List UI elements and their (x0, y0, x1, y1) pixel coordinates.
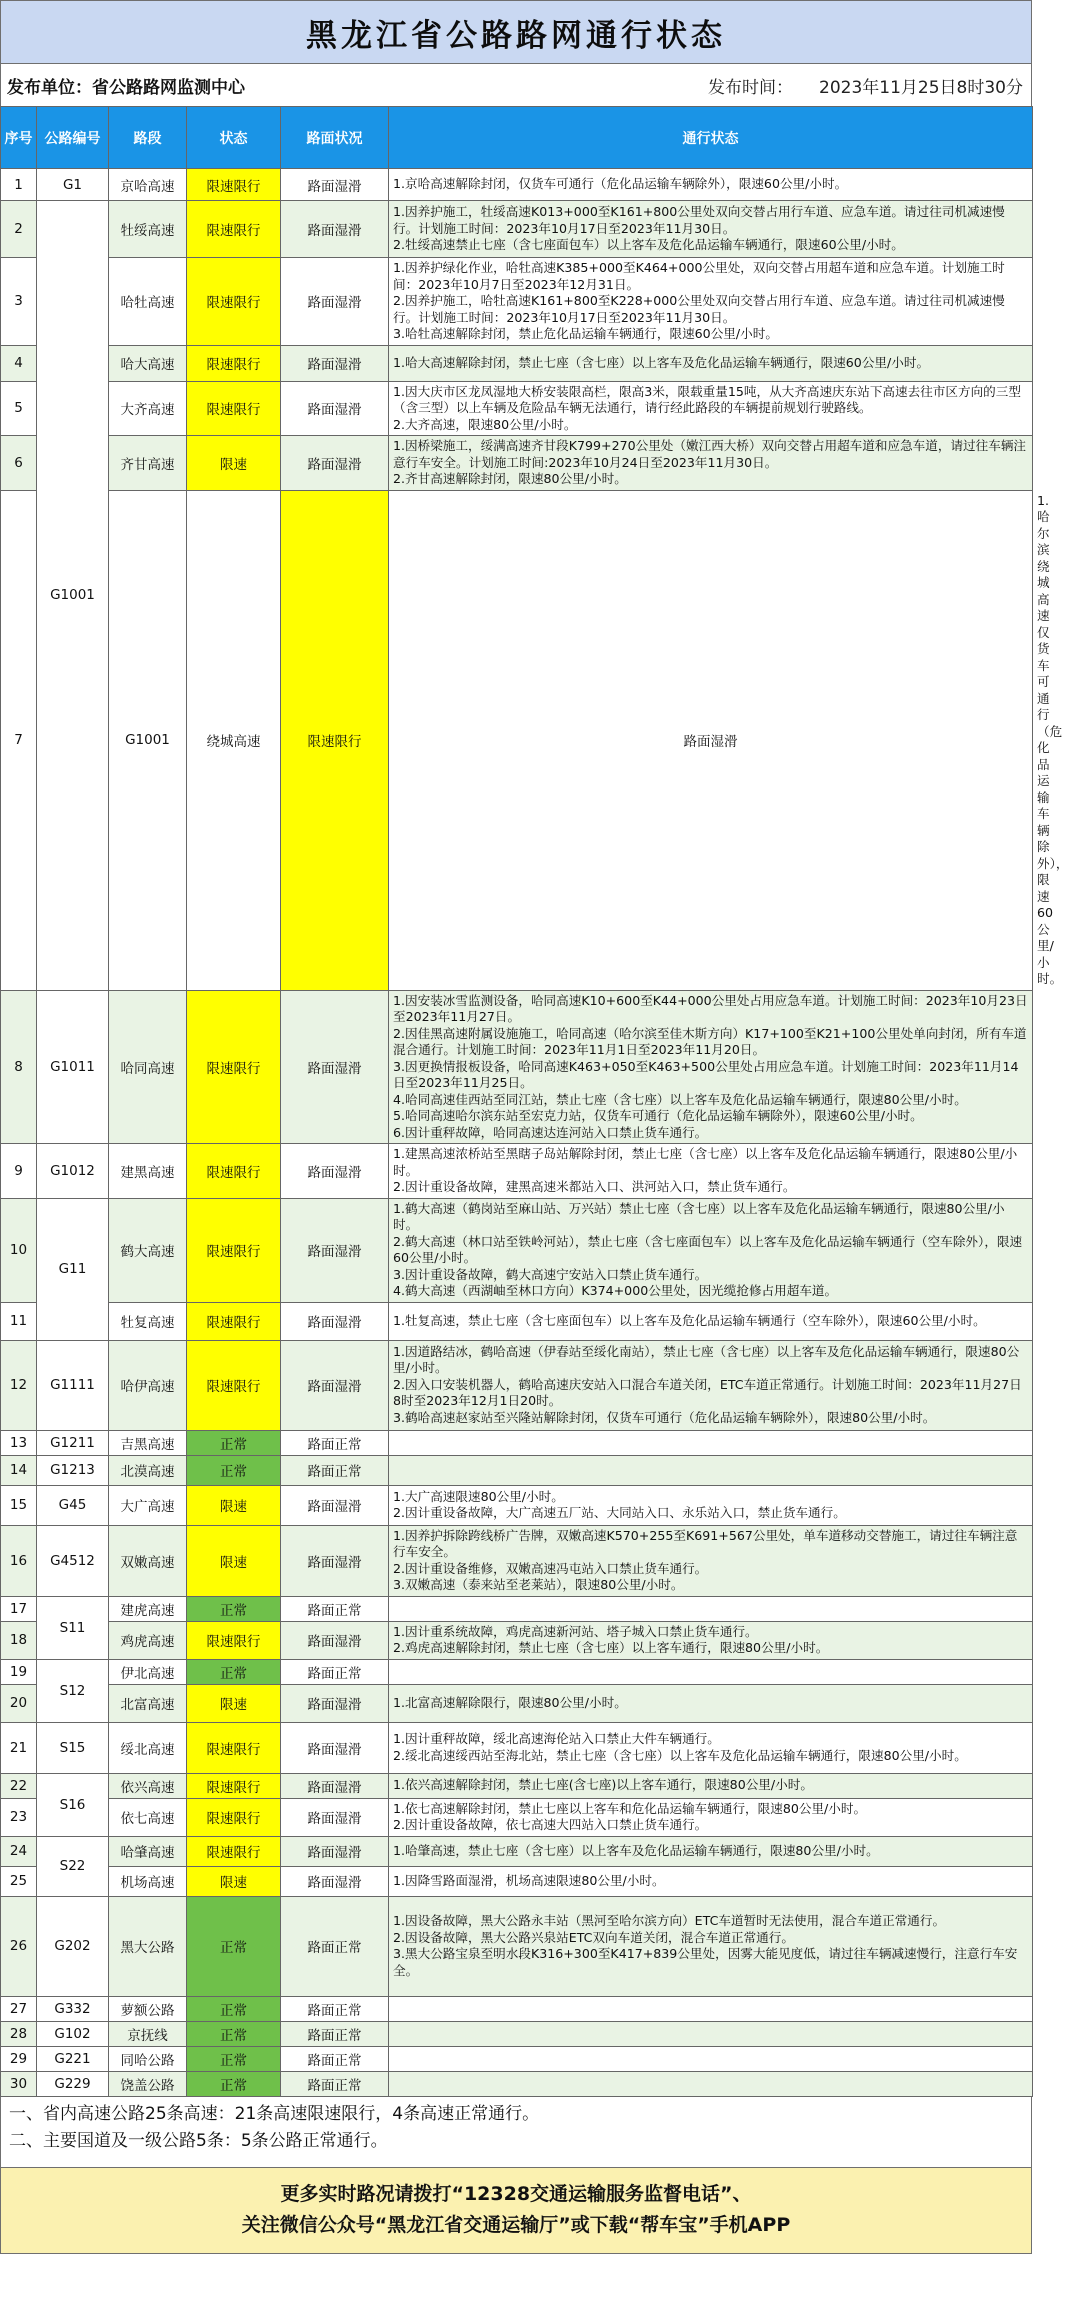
row-number: 15 (1, 1485, 37, 1525)
surface-condition: 路面湿滑 (281, 1621, 389, 1659)
surface-condition: 路面湿滑 (389, 490, 1033, 990)
road-segment: 绕城高速 (187, 490, 281, 990)
road-segment: 饶盖公路 (109, 2071, 187, 2096)
row-number: 27 (1, 1996, 37, 2021)
publish-time (708, 73, 1023, 98)
road-code: G4512 (37, 1525, 109, 1596)
table-row (1, 1455, 1033, 1485)
row-number: 20 (1, 1684, 37, 1722)
surface-condition: 路面湿滑 (281, 258, 389, 346)
road-segment: 哈肇高速 (109, 1836, 187, 1866)
traffic-detail: 1.大广高速限速80公里/小时。 2.因计重设备故障，大广高速五厂站、大同站入口、永乐站入口，禁止货车通行。 (389, 1485, 1033, 1525)
row-number: 30 (1, 2071, 37, 2096)
road-code: G332 (37, 1996, 109, 2021)
status-badge: 正常 (187, 1659, 281, 1684)
traffic-detail: 1.因大庆市区龙凤湿地大桥安装限高栏，限高3米，限载重量15吨，从大齐高速庆东站下高速去往市区方向的三型（含三型）以上车辆及危险品车辆无法通行，请行经此路段的车辆提前规划行驶路线。 2.大齐高速，限速80公里/小时。 (389, 381, 1033, 436)
status-badge: 限速限行 (187, 201, 281, 258)
row-number: 23 (1, 1798, 37, 1836)
surface-condition: 路面湿滑 (281, 1198, 389, 1302)
table-row (1, 2021, 1033, 2046)
row-number: 7 (1, 490, 37, 990)
table-row (1, 1302, 1033, 1340)
row-number: 1 (1, 169, 37, 201)
road-segment: 鹤大高速 (109, 1198, 187, 1302)
row-number: 21 (1, 1722, 37, 1773)
table-row (1, 1430, 1033, 1455)
surface-condition: 路面湿滑 (281, 1525, 389, 1596)
road-segment: 同哈公路 (109, 2046, 187, 2071)
table-row (1, 1596, 1033, 1621)
road-segment: 建黑高速 (109, 1144, 187, 1199)
summary-line-1: 一、省内高速公路25条高速：21条高速限速限行，4条高速正常通行。 (9, 2103, 540, 2124)
road-code: G102 (37, 2021, 109, 2046)
road-segment: 牡绥高速 (109, 201, 187, 258)
row-number: 10 (1, 1198, 37, 1302)
status-badge: 限速限行 (187, 1773, 281, 1798)
road-segment: 伊北高速 (109, 1659, 187, 1684)
table-row (1, 1798, 1033, 1836)
status-badge: 限速限行 (187, 1302, 281, 1340)
traffic-detail: 1.因安装冰雪监测设备，哈同高速K10+600至K44+000公里处占用应急车道。计划施工时间：2023年10月23日至2023年11月27日。 2.因佳黑高速附属设施施工，哈同高速（哈尔滨至佳木斯方向）K17+100至K21+100公里处单向封闭，所有车道混合通行。计划施工时间：2023年11月1日至2023年11月20日。 3.因更换情报板设备，哈同高速K463+050至K463+500公里处占用应急车道。计划施工时间：2023年11月14日至2023年11月25日。 4.哈同高速佳西站至同江站，禁止七座（含七座）以上客车及危化品运输车辆通行，限速80公里/小时。 5.哈同高速哈尔滨东站至宏克力站，仅货车可通行（危化品运输车辆除外），限速60公里/小时。 6.因计重秤故障，哈同高速达连河站入口禁止货车通行。 (389, 990, 1033, 1144)
publish-time-value: 2023年11月25日8时30分 (819, 77, 1023, 98)
row-number: 12 (1, 1340, 37, 1430)
header-status: 状态 (187, 107, 281, 169)
road-segment: 北漠高速 (109, 1455, 187, 1485)
table-row (1, 258, 1033, 346)
table-row (1, 990, 1033, 1144)
road-code: G45 (37, 1485, 109, 1525)
table-row (1, 381, 1033, 436)
table-row: 7 G1001 绕城高速 限速限行 路面湿滑 1.哈尔滨绕城高速仅货车可通行（危化品运输车辆除外），限速60公里/小时。 (1, 490, 1033, 990)
road-segment: 双嫩高速 (109, 1525, 187, 1596)
surface-condition: 路面正常 (281, 1659, 389, 1684)
road-segment: 绥北高速 (109, 1722, 187, 1773)
surface-condition: 路面湿滑 (281, 1485, 389, 1525)
table-row (1, 1896, 1033, 1996)
table-row (1, 169, 1033, 201)
road-code: S22 (37, 1836, 109, 1896)
row-number: 29 (1, 2046, 37, 2071)
status-badge: 限速 (187, 436, 281, 491)
road-segment: 机场高速 (109, 1866, 187, 1896)
road-segment: 大广高速 (109, 1485, 187, 1525)
traffic-detail: 1.因计重系统故障，鸡虎高速新河站、塔子城入口禁止货车通行。 2.鸡虎高速解除封闭，禁止七座（含七座）以上客车通行，限速80公里/小时。 (389, 1621, 1033, 1659)
publish-time-label: 发布时间： (708, 77, 794, 98)
surface-condition: 路面正常 (281, 2021, 389, 2046)
road-segment: 京哈高速 (109, 169, 187, 201)
road-code: G202 (37, 1896, 109, 1996)
table-row (1, 1684, 1033, 1722)
row-number: 17 (1, 1596, 37, 1621)
table-row (1, 2046, 1033, 2071)
row-number: 14 (1, 1455, 37, 1485)
table-row (1, 201, 1033, 258)
surface-condition: 路面湿滑 (281, 1773, 389, 1798)
traffic-detail: 1.牡复高速，禁止七座（含七座面包车）以上客车及危化品运输车辆通行（空车除外），限速60公里/小时。 (389, 1302, 1033, 1340)
road-segment: 齐甘高速 (109, 436, 187, 491)
road-segment: 牡复高速 (109, 1302, 187, 1340)
table-row (1, 1198, 1033, 1302)
row-number: 24 (1, 1836, 37, 1866)
traffic-detail: 1.北富高速解除限行，限速80公里/小时。 (389, 1684, 1033, 1722)
table-row (1, 1525, 1033, 1596)
status-badge: 限速限行 (187, 1722, 281, 1773)
header-detail: 通行状态 (389, 107, 1033, 169)
surface-condition: 路面湿滑 (281, 1722, 389, 1773)
traffic-detail (389, 1659, 1033, 1684)
road-status-table (0, 106, 1068, 2097)
status-badge: 限速 (187, 1485, 281, 1525)
table-row (1, 1621, 1033, 1659)
traffic-detail: 1.建黑高速浓桥站至黑瞎子岛站解除封闭，禁止七座（含七座）以上客车及危化品运输车辆通行，限速80公里/小时。 2.因计重设备故障，建黑高速米都站入口、洪河站入口，禁止货车通行。 (389, 1144, 1033, 1199)
road-segment: 黑大公路 (109, 1896, 187, 1996)
summary (0, 2097, 1032, 2168)
header-surface: 路面状况 (281, 107, 389, 169)
row-number: 16 (1, 1525, 37, 1596)
row-number: 11 (1, 1302, 37, 1340)
road-code: G229 (37, 2071, 109, 2096)
footer-line-2: 关注微信公众号“黑龙江省交通运输厅”或下载“帮车宝”手机APP (241, 2214, 791, 2236)
traffic-detail (389, 1996, 1033, 2021)
surface-condition: 路面湿滑 (281, 1836, 389, 1866)
surface-condition: 路面湿滑 (281, 1340, 389, 1430)
table-row (1, 1996, 1033, 2021)
road-segment: 萝额公路 (109, 1996, 187, 2021)
road-code: S11 (37, 1596, 109, 1659)
traffic-detail (389, 1455, 1033, 1485)
road-segment: 北富高速 (109, 1684, 187, 1722)
road-segment: 依兴高速 (109, 1773, 187, 1798)
traffic-detail: 1.因设备故障，黑大公路永丰站（黑河至哈尔滨方向）ETC车道暂时无法使用，混合车道正常通行。 2.因设备故障，黑大公路兴泉站ETC双向车道关闭，混合车道正常通行。 3.黑大公路宝泉至明水段K316+300至K417+839公里处，因雾大能见度低，请过往车辆减速慢行，注意行车安全。 (389, 1896, 1033, 1996)
surface-condition: 路面湿滑 (281, 1302, 389, 1340)
road-segment: 鸡虎高速 (109, 1621, 187, 1659)
row-number: 9 (1, 1144, 37, 1199)
status-badge: 限速限行 (281, 490, 389, 990)
traffic-detail (389, 1596, 1033, 1621)
surface-condition: 路面湿滑 (281, 345, 389, 381)
status-badge: 限速限行 (187, 1340, 281, 1430)
surface-condition: 路面湿滑 (281, 436, 389, 491)
row-number: 28 (1, 2021, 37, 2046)
status-badge: 限速限行 (187, 1798, 281, 1836)
status-badge: 正常 (187, 2046, 281, 2071)
row-number: 2 (1, 201, 37, 258)
page-title: 黑龙江省公路路网通行状态 (0, 0, 1032, 64)
traffic-detail: 1.依兴高速解除封闭，禁止七座(含七座)以上客车通行，限速80公里/小时。 (389, 1773, 1033, 1798)
publisher: 发布单位：省公路路网监测中心 (7, 77, 245, 98)
table-row (1, 2071, 1033, 2096)
header-code: 公路编号 (37, 107, 109, 169)
traffic-detail (389, 2046, 1033, 2071)
row-number: 26 (1, 1896, 37, 1996)
row-number: 6 (1, 436, 37, 491)
status-badge: 正常 (187, 1455, 281, 1485)
traffic-detail: 1.依七高速解除封闭，禁止七座以上客车和危化品运输车辆通行，限速80公里/小时。 2.因计重设备故障，依七高速大四站入口禁止货车通行。 (389, 1798, 1033, 1836)
road-code: G1211 (37, 1430, 109, 1455)
row-number: 13 (1, 1430, 37, 1455)
traffic-detail: 1.因养护施工，牡绥高速K013+000至K161+800公里处双向交替占用行车道、应急车道。请过往司机减速慢行。计划施工时间：2023年10月17日至2023年11月30日。 2.牡绥高速禁止七座（含七座面包车）以上客车及危化品运输车辆通行，限速60公里/小时。 (389, 201, 1033, 258)
table-body (1, 169, 1068, 2097)
road-segment: 哈大高速 (109, 345, 187, 381)
table-row (1, 1144, 1033, 1199)
traffic-detail (389, 1430, 1033, 1455)
road-segment: 哈伊高速 (109, 1340, 187, 1430)
status-badge: 正常 (187, 1996, 281, 2021)
header-segment: 路段 (109, 107, 187, 169)
road-code: G1012 (37, 1144, 109, 1199)
surface-condition: 路面正常 (281, 1896, 389, 1996)
traffic-detail (389, 2071, 1033, 2096)
row-number: 8 (1, 990, 37, 1144)
status-badge: 正常 (187, 1896, 281, 1996)
traffic-detail: 1.因养护绿化作业，哈牡高速K385+000至K464+000公里处，双向交替占用超车道和应急车道。计划施工时间：2023年10月7日至2023年12月31日。 2.因养护施工，哈牡高速K161+800至K228+000公里处双向交替占用行车道、应急车道。请过往司机减速慢行。计划施工时间：2023年10月17日至2023年11月30日。 3.哈牡高速解除封闭，禁止危化品运输车辆通行，限速60公里/小时。 (389, 258, 1033, 346)
surface-condition: 路面正常 (281, 1430, 389, 1455)
traffic-detail: 1.因桥梁施工，绥满高速齐甘段K799+270公里处（嫩江西大桥）双向交替占用超车道和应急车道，请过往车辆注意行车安全。计划施工时间:2023年10月24日至2023年11月30日。 2.齐甘高速解除封闭，限速80公里/小时。 (389, 436, 1033, 491)
table-row (1, 436, 1033, 491)
road-code: G1001 (109, 490, 187, 990)
road-segment: 哈牡高速 (109, 258, 187, 346)
road-segment: 依七高速 (109, 1798, 187, 1836)
road-segment: 大齐高速 (109, 381, 187, 436)
surface-condition: 路面湿滑 (281, 1798, 389, 1836)
status-badge: 限速限行 (187, 169, 281, 201)
status-badge: 正常 (187, 2021, 281, 2046)
row-number: 22 (1, 1773, 37, 1798)
traffic-detail: 1.因计重秤故障，绥北高速海伦站入口禁止大件车辆通行。 2.绥北高速绥西站至海北站，禁止七座（含七座）以上客车及危化品运输车辆通行，限速80公里/小时。 (389, 1722, 1033, 1773)
table-row (1, 1659, 1033, 1684)
traffic-detail: 1.京哈高速解除封闭，仅货车可通行（危化品运输车辆除外），限速60公里/小时。 (389, 169, 1033, 201)
surface-condition: 路面湿滑 (281, 990, 389, 1144)
status-badge: 限速限行 (187, 1144, 281, 1199)
row-number: 25 (1, 1866, 37, 1896)
status-badge: 限速 (187, 1684, 281, 1722)
surface-condition: 路面正常 (281, 2071, 389, 2096)
row-number: 19 (1, 1659, 37, 1684)
surface-condition: 路面湿滑 (281, 201, 389, 258)
status-badge: 限速限行 (187, 381, 281, 436)
road-segment: 吉黑高速 (109, 1430, 187, 1455)
status-badge: 限速限行 (187, 345, 281, 381)
status-badge: 正常 (187, 2071, 281, 2096)
road-code: S16 (37, 1773, 109, 1836)
status-badge: 限速限行 (187, 258, 281, 346)
status-badge: 正常 (187, 1596, 281, 1621)
footer-line-1: 更多实时路况请拨打“12328交通运输服务监督电话”、 (280, 2183, 752, 2205)
traffic-detail: 1.因降雪路面湿滑，机场高速限速80公里/小时。 (389, 1866, 1033, 1896)
road-code: S15 (37, 1722, 109, 1773)
surface-condition: 路面湿滑 (281, 169, 389, 201)
header-no: 序号 (1, 107, 37, 169)
surface-condition: 路面正常 (281, 1596, 389, 1621)
traffic-detail: 1.因道路结冰，鹤哈高速（伊春站至绥化南站），禁止七座（含七座）以上客车及危化品运输车辆通行，限速80公里/小时。 2.因入口安装机器人，鹤哈高速庆安站入口混合车道关闭，ETC车道正常通行。计划施工时间：2023年11月27日8时至2023年12月1日20时。 3.鹤哈高速赵家站至兴隆站解除封闭，仅货车可通行（危化品运输车辆除外），限速80公里/小时。 (389, 1340, 1033, 1430)
road-code: G1011 (37, 990, 109, 1144)
row-number: 3 (1, 258, 37, 346)
road-code: G1 (37, 169, 109, 201)
road-code: G221 (37, 2046, 109, 2071)
row-number: 18 (1, 1621, 37, 1659)
table-row (1, 1485, 1033, 1525)
surface-condition: 路面湿滑 (281, 1866, 389, 1896)
surface-condition: 路面正常 (281, 2046, 389, 2071)
road-segment: 京抚线 (109, 2021, 187, 2046)
row-number: 4 (1, 345, 37, 381)
road-segment: 建虎高速 (109, 1596, 187, 1621)
status-badge: 限速 (187, 1525, 281, 1596)
table-row (1, 1866, 1033, 1896)
meta-row (0, 64, 1032, 106)
surface-condition: 路面湿滑 (281, 381, 389, 436)
road-code: G1001 (37, 201, 109, 991)
status-badge: 限速限行 (187, 1621, 281, 1659)
traffic-detail: 1.因养护拆除跨线桥广告牌，双嫩高速K570+255至K691+567公里处，单车道移动交替施工，请过往车辆注意行车安全。 2.因计重设备维修，双嫩高速冯屯站入口禁止货车通行。 3.双嫩高速（泰来站至老莱站），限速80公里/小时。 (389, 1525, 1033, 1596)
traffic-detail: 1.哈大高速解除封闭，禁止七座（含七座）以上客车及危化品运输车辆通行，限速60公里/小时。 (389, 345, 1033, 381)
surface-condition: 路面湿滑 (281, 1144, 389, 1199)
traffic-detail: 1.鹤大高速（鹤岗站至麻山站、万兴站）禁止七座（含七座）以上客车及危化品运输车辆通行，限速80公里/小时。 2.鹤大高速（林口站至铁岭河站），禁止七座（含七座面包车）以上客车及危化品运输车辆通行（空车除外），限速60公里/小时。 3.因计重设备故障，鹤大高速宁安站入口禁止货车通行。 4.鹤大高速（西湖岫至林口方向）K374+000公里处，因光缆抢修占用超车道。 (389, 1198, 1033, 1302)
table-header (1, 107, 1033, 169)
table-row (1, 1722, 1033, 1773)
road-code: G1111 (37, 1340, 109, 1430)
table-row (1, 1836, 1033, 1866)
status-badge: 限速限行 (187, 990, 281, 1144)
status-badge: 限速限行 (187, 1198, 281, 1302)
surface-condition: 路面正常 (281, 1996, 389, 2021)
road-code: G11 (37, 1198, 109, 1340)
table-row (1, 1340, 1033, 1430)
surface-condition: 路面正常 (281, 1455, 389, 1485)
summary-line-2: 二、主要国道及一级公路5条：5条公路正常通行。 (9, 2130, 388, 2151)
road-segment: 哈同高速 (109, 990, 187, 1144)
status-badge: 限速 (187, 1866, 281, 1896)
road-code: G1213 (37, 1455, 109, 1485)
surface-condition: 路面湿滑 (281, 1684, 389, 1722)
table-row (1, 345, 1033, 381)
road-code: S12 (37, 1659, 109, 1722)
table-row (1, 1773, 1033, 1798)
status-badge: 限速限行 (187, 1836, 281, 1866)
row-number: 5 (1, 381, 37, 436)
status-badge: 正常 (187, 1430, 281, 1455)
traffic-detail (389, 2021, 1033, 2046)
traffic-detail: 1.哈肇高速，禁止七座（含七座）以上客车及危化品运输车辆通行，限速80公里/小时。 (389, 1836, 1033, 1866)
footer-banner (0, 2168, 1032, 2254)
